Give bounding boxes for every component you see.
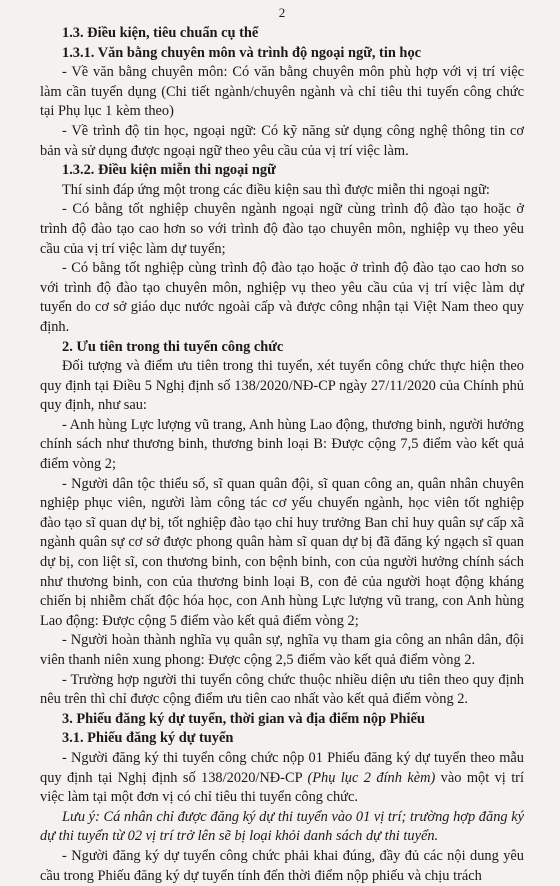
appendix-reference: (Phụ lục 2 đính kèm) xyxy=(307,769,436,786)
section-3-1-heading: 3.1. Phiếu đăng ký dự tuyển xyxy=(62,730,234,747)
paragraph: - Có bằng tốt nghiệp cùng trình độ đào tạo hoặc ở trình độ đào tạo cao hơn so với trình độ đào tạo chuyên môn, nghiệp vụ theo yêu cầu của vị trí việc làm dự tuyển do cơ sở giáo dục nước ngoài cấp và được công nhận tại Việt Nam theo quy định. xyxy=(40,260,524,335)
page-number: 2 xyxy=(278,5,286,20)
paragraph: - Trường hợp người thi tuyển công chức thuộc nhiều diện ưu tiên theo quy định nêu trên thì chỉ được cộng điểm ưu tiên cao nhất vào kết quả điểm vòng 2. xyxy=(40,671,524,708)
section-1-3-2-heading: 1.3.2. Điều kiện miễn thi ngoại ngữ xyxy=(62,162,276,179)
section-1-3-heading: 1.3. Điều kiện, tiêu chuẩn cụ thể xyxy=(62,25,259,41)
section-1-3-1-heading: 1.3.1. Văn bằng chuyên môn và trình độ ngoại ngữ, tin học xyxy=(62,44,422,61)
paragraph: Đối tượng và điểm ưu tiên trong thi tuyển, xét tuyển công chức thực hiện theo quy định tại Điều 5 Nghị định số 138/2020/NĐ-CP ngày 27/11/2020 của Chính phủ quy định, như sau: xyxy=(40,358,524,414)
paragraph: - Về trình độ tin học, ngoại ngữ: Có kỹ năng sử dụng công nghệ thông tin cơ bản và sử dụng được ngoại ngữ theo yêu cầu của vị trí việc làm. xyxy=(40,122,524,159)
paragraph: - Người dân tộc thiểu số, sĩ quan quân đội, sĩ quan công an, quân nhân chuyên nghiệp phục viên, người làm công tác cơ yếu chuyển ngành, học viên tốt nghiệp đào tạo sĩ quan dự bị, tốt nghiệp đào tạo chỉ huy trưởng Ban chỉ huy quân sự cấp xã ngành quân sự cơ sở được phong quân hàm sĩ quan dự bị đã đăng ký ngạch sĩ quan dự bị, con liệt sĩ, con thương binh, con bệnh binh, con của người hưởng chính sách như thương binh, con của thương binh loại B, con đẻ của người hoạt động kháng chiến bị nhiễm chất độc hóa học, con Anh hùng Lực lượng vũ trang, con Anh hùng Lao động: Được cộng 5 điểm vào kết quả điểm vòng 2; xyxy=(40,475,524,629)
paragraph: Thí sinh đáp ứng một trong các điều kiện sau thì được miễn thi ngoại ngữ: xyxy=(62,181,490,198)
paragraph-text: - Người đăng ký thi tuyển công chức nộp 01 Phiếu đăng ký dự tuyển theo mẫu quy định tại Nghị định số 138/2020/NĐ-CP xyxy=(40,749,524,786)
paragraph: - Người hoàn thành nghĩa vụ quân sự, nghĩa vụ tham gia công an nhân dân, đội viên thanh niên xung phong: Được cộng 2,5 điểm vào kết quả điểm vòng 2. xyxy=(40,632,524,668)
paragraph-text: vào một vị trí việc làm tại một đơn vị có chỉ tiêu thi tuyển công chức. xyxy=(40,769,524,806)
section-3-heading: 3. Phiếu đăng ký dự tuyển, thời gian và địa điểm nộp Phiếu xyxy=(62,710,425,727)
paragraph: - Người đăng ký dự tuyển công chức phải khai đúng, đầy đủ các nội dung yêu cầu trong Phiếu đăng ký dự tuyển tính đến thời điểm nộp phiếu và chịu trách xyxy=(40,847,524,884)
paragraph: - Anh hùng Lực lượng vũ trang, Anh hùng Lao động, thương binh, người hưởng chính sách như thương binh, thương binh loại B: Được cộng 7,5 điểm vào kết quả điểm vòng 2; xyxy=(40,416,524,473)
section-2-heading: 2. Ưu tiên trong thi tuyển công chức xyxy=(62,338,284,355)
paragraph: - Có bằng tốt nghiệp chuyên ngành ngoại ngữ cùng trình độ đào tạo hoặc ở trình độ đào tạo cao hơn so với trình độ đào tạo chuyên môn, nghiệp vụ theo yêu cầu của vị trí việc làm dự tuyển; xyxy=(40,201,524,257)
paragraph: - Về văn bằng chuyên môn: Có văn bằng chuyên môn phù hợp với vị trí việc làm cần tuyển dụng (Chi tiết ngành/chuyên ngành và chỉ tiêu thi tuyển công chức tại Phụ lục 1 kèm theo) xyxy=(40,64,524,120)
note-paragraph: Lưu ý: Cá nhân chỉ được đăng ký dự thi tuyển vào 01 vị trí; trường hợp đăng ký dự thi tuyển từ 02 vị trí trở lên sẽ bị loại khỏi danh sách dự thi tuyển. xyxy=(40,808,524,845)
paragraph xyxy=(40,749,524,808)
